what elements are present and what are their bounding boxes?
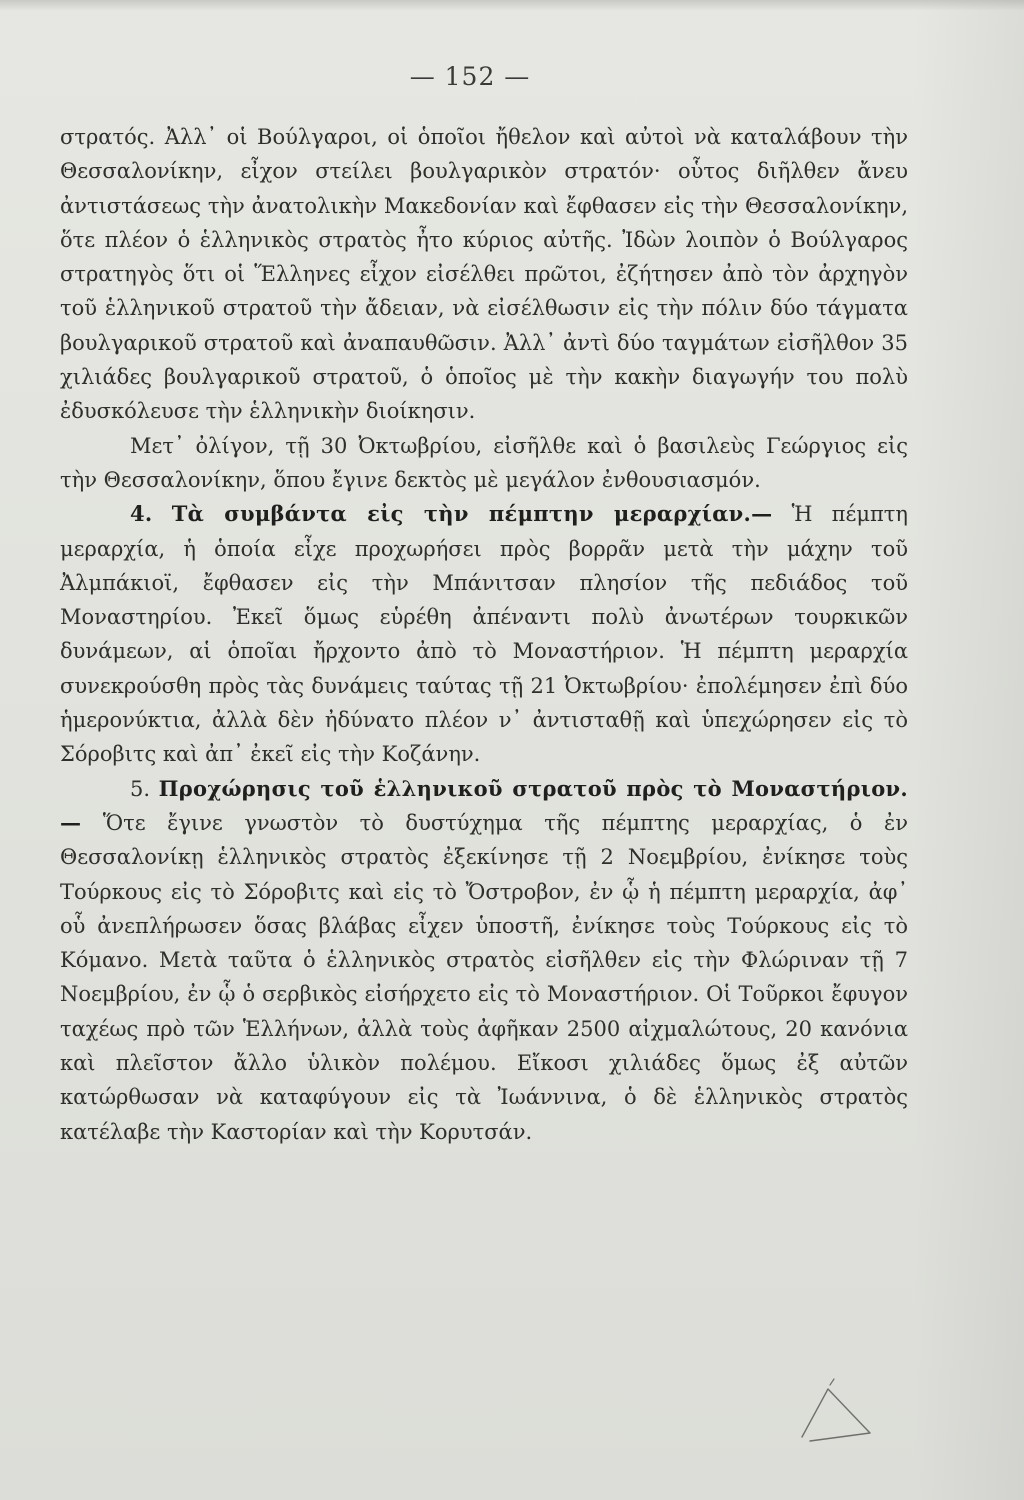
section-5-heading: Προχώρησις τοῦ ἑλληνικοῦ στρατοῦ πρὸς τὸ Μοναστήριον.— [60, 775, 908, 835]
section-5-number: 5. [130, 776, 151, 801]
section-4-heading: Τὰ συμβάντα εἰς τὴν πέμπτην μεραρχίαν.— [171, 501, 773, 527]
page-top-edge [0, 0, 1024, 10]
page-shadow [914, 0, 1024, 1500]
section-4-paragraph [60, 497, 908, 771]
section-5-text: Ὅτε ἔγινε γνωστὸν τὸ δυστύχημα τῆς πέμπτης μεραρχίας, ὁ ἐν Θεσσαλονίκῃ ἑλληνικὸς στρατὸς ἐξεκίνησε τῇ 2 Νοεμβρίου, ἐνίκησε τοὺς Τούρκους εἰς τὸ Σόροβιτς καὶ εἰς τὸ Ὄστροβον, ἐν ᾧ ἡ πέμπτη μεραρχία, ἀφ᾽ οὗ ἀνεπλήρωσεν ὅσας βλάβας εἶχεν ὑποστῆ, ἐνίκησε τοὺς Τούρκους εἰς τὸ Κόμανο. Μετὰ ταῦτα ὁ ἑλληνικὸς στρατὸς εἰσῆλθεν εἰς τὴν Φλώριναν τῇ 7 Νοεμβρίου, ἐν ᾧ ὁ σερβικὸς εἰσήρχετο εἰς τὸ Μοναστήριον. Οἱ Τοῦρκοι ἔφυγον ταχέως πρὸ τῶν Ἑλλήνων, ἀλλὰ τοὺς ἀφῆκαν 2500 αἰχμαλώτους, 20 κανόνια καὶ πλεῖστον ἄλλο ὑλικὸν πολέμου. Εἴκοσι χιλιάδες ὅμως ἐξ αὐτῶν κατώρθωσαν νὰ καταφύγουν εἰς τὰ Ἰωάννινα, ὁ δὲ ἑλληνικὸς στρατὸς κατέλαβε τὴν Καστορίαν καὶ τὴν Κορυτσάν. [60, 810, 908, 1144]
page-number: — 152 — [409, 62, 531, 91]
section-4-text: Ἡ πέμπτη μεραρχία, ἡ ὁποία εἶχε προχωρήσει πρὸς βορρᾶν μετὰ τὴν μάχην τοῦ Ἀλμπάκιοϊ, ἔφθασεν εἰς τὴν Μπάνιτσαν πλησίον τῆς πεδιάδος τοῦ Μοναστηρίου. Ἐκεῖ ὅμως εὑρέθη ἀπέναντι πολὺ ἀνωτέρων τουρκικῶν δυνάμεων, αἱ ὁποῖαι ἤρχοντο ἀπὸ τὸ Μοναστήριον. Ἡ πέμπτη μεραρχία συνεκρούσθη πρὸς τὰς δυνάμεις ταύτας τῇ 21 Ὀκτωβρίου· ἐπολέμησεν ἐπὶ δύο ἡμερονύκτια, ἀλλὰ δὲν ἠδύνατο πλέον ν᾽ ἀντισταθῇ καὶ ὑπεχώρησεν εἰς τὸ Σόροβιτς καὶ ἀπ᾽ ἐκεῖ εἰς τὴν Κοζάνην. [60, 502, 908, 767]
paragraph-continuation: στρατός. Ἀλλ᾽ οἱ Βούλγαροι, οἱ ὁποῖοι ἤθελον καὶ αὐτοὶ νὰ καταλάβουν τὴν Θεσσαλονίκην, εἶχον στείλει βουλγαρικὸν στρατόν· οὗτος διῆλθεν ἄνευ ἀντιστάσεως τὴν ἀνατολικὴν Μακεδονίαν καὶ ἔφθασεν εἰς τὴν Θεσσαλονίκην, ὅτε πλέον ὁ ἑλληνικὸς στρατὸς ἦτο κύριος αὐτῆς. Ἰδὼν λοιπὸν ὁ Βούλγαρος στρατηγὸς ὅτι οἱ Ἕλληνες εἶχον εἰσέλθει πρῶτοι, ἐζήτησεν ἀπὸ τὸν ἀρχηγὸν τοῦ ἑλληνικοῦ στρατοῦ τὴν ἄδειαν, νὰ εἰσέλθωσιν εἰς τὴν πόλιν δύο τάγματα βουλγαρικοῦ στρατοῦ καὶ ἀναπαυθῶσιν. Ἀλλ᾽ ἀντὶ δύο ταγμάτων εἰσῆλθον 35 χιλιάδες βουλγαρικοῦ στρατοῦ, ὁ ὁποῖος μὲ τὴν κακὴν διαγωγήν του πολὺ ἐδυσκόλευσε τὴν ἑλληνικὴν διοίκησιν. [60, 125, 908, 424]
pencil-mark [800, 1375, 880, 1450]
page-text [60, 120, 908, 1149]
section-5-paragraph [60, 772, 908, 1149]
paragraph-king-george: Μετ᾽ ὀλίγον, τῇ 30 Ὀκτωβρίου, εἰσῆλθε καὶ ὁ βασιλεὺς Γεώργιος εἰς τὴν Θεσσαλονίκην, ὅπου ἔγινε δεκτὸς μὲ μεγάλον ἐνθουσιασμόν. [60, 433, 908, 492]
section-4-number: 4. [130, 501, 153, 527]
